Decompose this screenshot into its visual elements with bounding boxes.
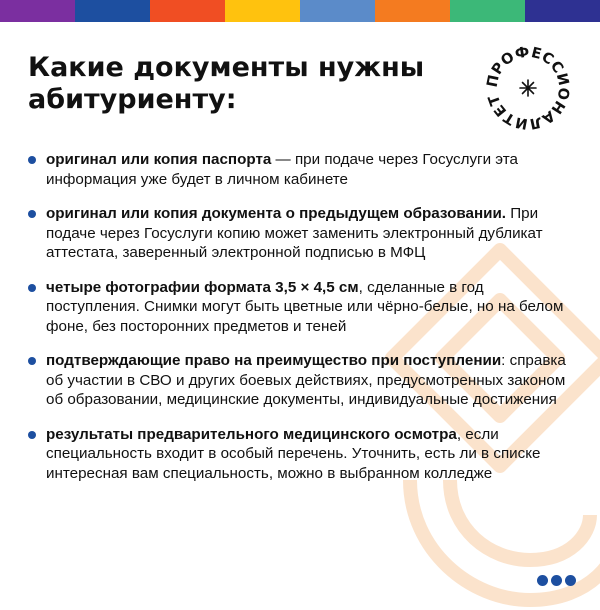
color-stripe: [0, 0, 600, 22]
list-item: [28, 425, 573, 484]
item-text: : справка об участии в СВО и других боевых действиях, предусмотренных законом об образовании, медицинские документы, индивидуальные достижения: [46, 352, 566, 408]
professionalitet-logo: [476, 36, 580, 140]
item-text: При подаче через Госуслуги копию может заменить электронный дубликат аттестата, заверенный электронной подписью в МФЦ: [46, 205, 543, 261]
asterisk-star-icon: [520, 80, 536, 96]
stripe-segment: [0, 0, 75, 22]
stripe-segment: [300, 0, 375, 22]
item-text: — при подаче через Госуслуги эта информация уже будет в личном кабинете: [46, 151, 518, 188]
item-bold-text: четыре фотографии формата 3,5 × 4,5 см: [46, 278, 359, 296]
stripe-segment: [525, 0, 600, 22]
stripe-segment: [150, 0, 225, 22]
bullet-dot-icon: [28, 156, 36, 164]
bullet-dot-icon: [28, 357, 36, 365]
item-bold-text: подтверждающие право на преимущество при поступлении: [46, 352, 502, 369]
dot: [551, 575, 562, 586]
stripe-segment: [375, 0, 450, 22]
item-text: , если специальность входит в особый перечень. Уточнить, есть ли в списке интересная вам специальность, можно в выбранном колледже: [46, 425, 541, 482]
bullet-dot-icon: [28, 210, 36, 218]
list-item: [28, 150, 573, 189]
stripe-segment: [450, 0, 525, 22]
title-line-1: Какие документы нужны: [28, 52, 425, 83]
bullet-dot-icon: [28, 431, 36, 439]
logo-text: ПРОФЕССИОНАЛИТЕТ: [484, 44, 572, 132]
dot: [565, 575, 576, 586]
dot: [537, 575, 548, 586]
item-text: , сделанные в год поступления. Снимки могут быть цветные или чёрно-белые, но на белом фоне, без посторонних предметов и теней: [46, 278, 564, 335]
title-line-2: абитуриенту:: [28, 84, 237, 115]
item-bold-text: оригинал или копия документа о предыдущем образовании.: [46, 205, 507, 222]
item-bold-text: оригинал или копия паспорта: [46, 151, 272, 168]
list-item: [28, 351, 573, 410]
three-dots-icon: [537, 575, 576, 586]
documents-list: [28, 150, 573, 498]
stripe-segment: [75, 0, 150, 22]
list-item: [28, 204, 573, 263]
page-title: [28, 52, 458, 116]
list-item: [28, 278, 573, 337]
stripe-segment: [225, 0, 300, 22]
item-bold-text: результаты предварительного медицинского осмотра: [46, 425, 457, 443]
bullet-dot-icon: [28, 284, 36, 292]
